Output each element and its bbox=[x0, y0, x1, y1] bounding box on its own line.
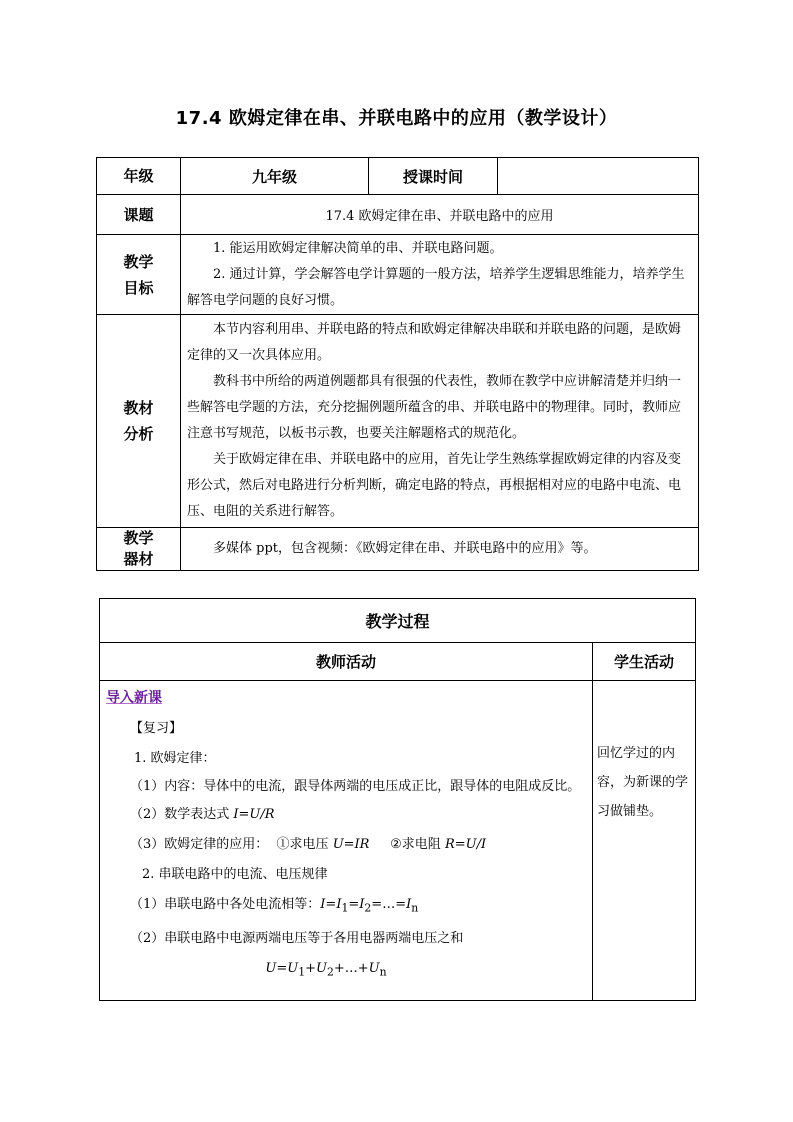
item1-content: （1）内容：导体中的电流，跟导体两端的电压成正比，跟导体的电阻成反比。 bbox=[130, 779, 581, 794]
grade-value: 九年级 bbox=[181, 158, 369, 195]
analysis-paragraph: 本节内容利用串、并联电路的特点和欧姆定律解决串联和并联电路的问题，是欧姆定律的又一次具体应用。 bbox=[187, 322, 682, 363]
current-equation: I bbox=[320, 897, 326, 912]
goal-item: 2. 通过计算，学会解答电学计算题的一般方法，培养学生逻辑思维能力，培养学生解答电学问题的良好习惯。 bbox=[187, 266, 685, 308]
section-heading: 导入新课 bbox=[106, 690, 162, 706]
item2-current-label: （1）串联电路中各处电流相等： bbox=[130, 897, 321, 912]
goals-label-text: 教学 目标 bbox=[123, 252, 154, 297]
item1-expression-label: （2）数学表达式 bbox=[130, 807, 234, 822]
voltage-sum-equation: $U=U_1+U_2+\dots+U_n$ bbox=[265, 960, 387, 979]
voltage-formula: U=IR bbox=[332, 837, 370, 852]
goals-content bbox=[181, 235, 699, 315]
item2-current-rule: （1）串联电路中各处电流相等：$I=I_1=I_2=\dots=I_n$ bbox=[130, 897, 419, 915]
materials-label bbox=[97, 528, 181, 571]
lesson-info-table bbox=[96, 157, 699, 571]
analysis-paragraph: 教科书中所给的两道例题都具有很强的代表性，教师在教学中应讲解清楚并归纳一些解答电学题的方法，充分挖掘例题所蕴含的串、并联电路中的物理律。同时，教师应注意书写规范，以板书示教，也要关注解题格式的规范化。 bbox=[187, 374, 682, 441]
materials-text: 多媒体 ppt，包含视频：《欧姆定律在串、并联电路中的应用》等。 bbox=[213, 541, 597, 556]
voltage-formula-label: ①求电压 bbox=[276, 837, 333, 852]
item1-application bbox=[106, 830, 586, 860]
goals-label bbox=[97, 235, 181, 315]
materials-label-text: 教学 器材 bbox=[123, 529, 154, 568]
class-time-value bbox=[498, 158, 699, 195]
analysis-content bbox=[181, 315, 699, 528]
process-title: 教学过程 bbox=[100, 599, 696, 643]
item1-expression bbox=[106, 800, 586, 830]
item1-application-label: （3）欧姆定律的应用： bbox=[130, 837, 269, 852]
page-title: 17.4 欧姆定律在串、并联电路中的应用（教学设计） bbox=[175, 108, 618, 129]
item1-heading: 1. 欧姆定律： bbox=[134, 751, 216, 766]
teacher-activity-content bbox=[100, 681, 593, 1001]
class-time-label: 授课时间 bbox=[369, 158, 498, 195]
student-activity-text: 回忆学过的内容，为新课的学习做铺垫。 bbox=[597, 746, 689, 819]
resistance-formula-label: ②求电阻 bbox=[390, 837, 445, 852]
item2-heading: 2. 串联电路中的电流、电压规律 bbox=[142, 867, 328, 882]
grade-label: 年级 bbox=[97, 158, 181, 195]
review-label: 【复习】 bbox=[130, 721, 183, 736]
analysis-label-text: 教材 分析 bbox=[123, 399, 154, 443]
item2-voltage-rule: （2）串联电路中电源两端电压等于各用电器两端电压之和 bbox=[130, 930, 464, 946]
teacher-activity-header: 教师活动 bbox=[100, 643, 593, 681]
item1-formula: I=U/R bbox=[233, 807, 275, 822]
topic-label: 课题 bbox=[97, 195, 181, 235]
goal-item: 1. 能运用欧姆定律解决简单的串、并联电路问题。 bbox=[213, 240, 503, 256]
topic-value: 17.4 欧姆定律在串、并联电路中的应用 bbox=[181, 195, 699, 235]
student-activity-content bbox=[593, 681, 696, 1001]
teaching-process-table bbox=[99, 598, 696, 1001]
materials-content bbox=[181, 528, 699, 571]
resistance-formula: R=U/I bbox=[444, 837, 487, 852]
analysis-paragraph: 关于欧姆定律在串、并联电路中的应用，首先让学生熟练掌握欧姆定律的内容及变形公式，然后对电路进行分析判断，确定电路的特点，再根据相对应的电路中电流、电压、电阻的关系进行解答。 bbox=[187, 452, 682, 519]
student-activity-header: 学生活动 bbox=[593, 643, 696, 681]
analysis-label bbox=[97, 315, 181, 528]
